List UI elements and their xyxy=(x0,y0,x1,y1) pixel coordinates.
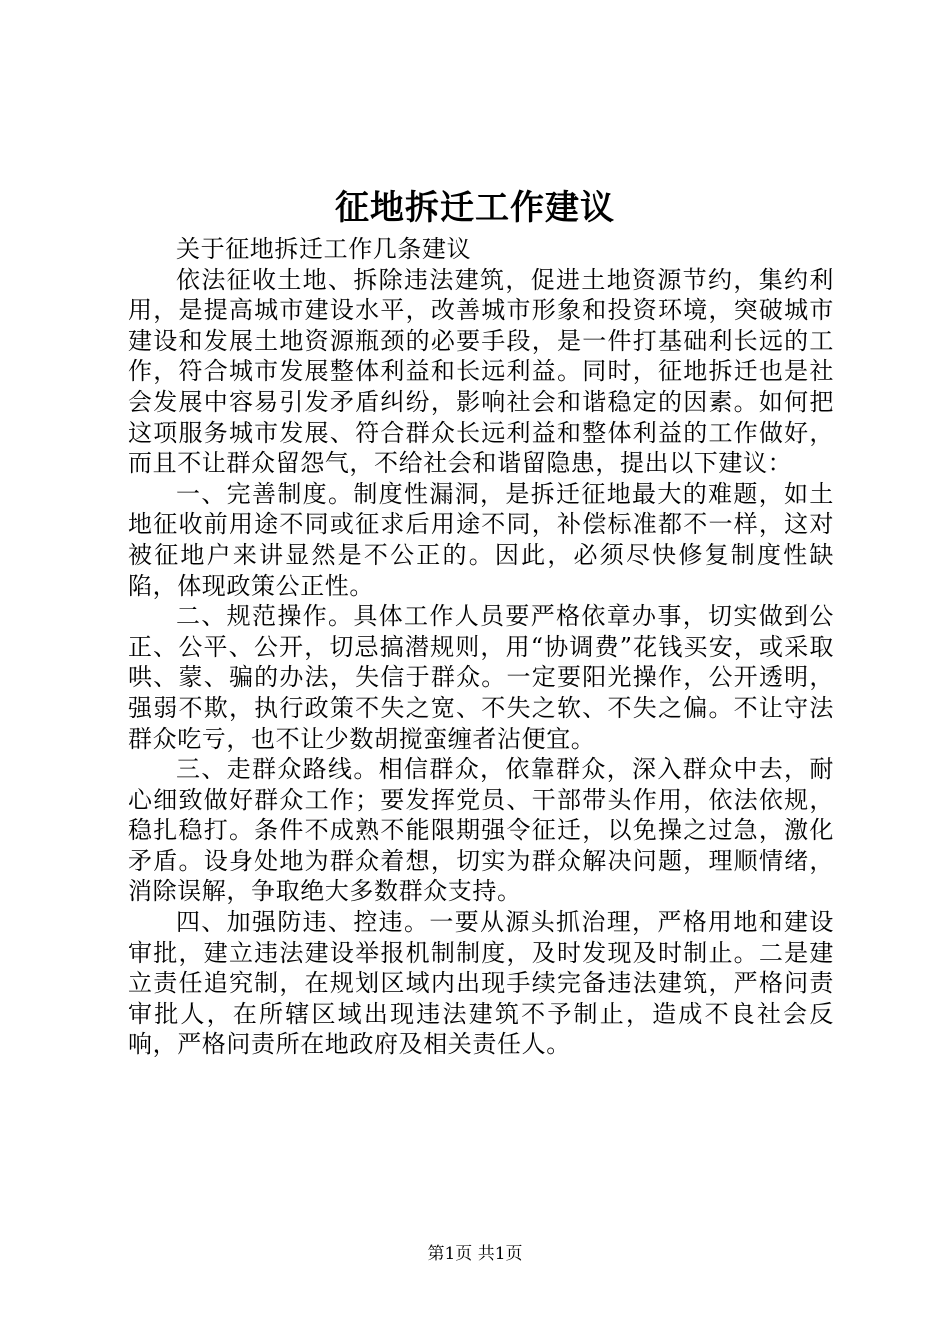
page-number-footer: 第1页 共1页 xyxy=(427,1244,523,1264)
paragraph-point-1: 一、完善制度。制度性漏洞，是拆迁征地最大的难题，如土地征收前用途不同或征求后用途不同，补偿标准都不一样，这对被征地户来讲显然是不公正的。因此，必须尽快修复制度性缺陷，体现政策公正性。 xyxy=(128,479,834,600)
paragraph-intro: 依法征收土地、拆除违法建筑，促进土地资源节约，集约利用，是提高城市建设水平，改善城市形象和投资环境，突破城市建设和发展土地资源瓶颈的必要手段，是一件打基础利长远的工作，符合城市发展整体利益和长远利益。同时，征地拆迁也是社会发展中容易引发矛盾纠纷，影响社会和谐稳定的因素。如何把这项服务城市发展、符合群众长远利益和整体利益的工作做好，而且不让群众留怨气，不给社会和谐留隐患，提出以下建议： xyxy=(128,265,834,478)
paragraph-point-2: 二、规范操作。具体工作人员要严格依章办事，切实做到公正、公平、公开，切忌搞潜规则，用“协调费”花钱买安，或采取哄、蒙、骗的办法，失信于群众。一定要阳光操作，公开透明，强弱不欺，执行政策不失之宽、不失之软、不失之偏。不让守法群众吃亏，也不让少数胡搅蛮缠者沾便宜。 xyxy=(128,602,834,753)
document-title: 征地拆迁工作建议 xyxy=(335,188,615,228)
paragraph-subtitle: 关于征地拆迁工作几条建议 xyxy=(176,235,472,263)
paragraph-point-4: 四、加强防违、控违。一要从源头抓治理，严格用地和建设审批，建立违法建设举报机制制度，及时发现及时制止。二是建立责任追究制，在规划区域内出现手续完备违法建筑，严格问责审批人，在所辖区域出现违法建筑不予制止，造成不良社会反响，严格问责所在地政府及相关责任人。 xyxy=(128,908,834,1059)
paragraph-point-3: 三、走群众路线。相信群众，依靠群众，深入群众中去，耐心细致做好群众工作；要发挥党员、干部带头作用，依法依规，稳扎稳打。条件不成熟不能限期强令征迁，以免操之过急，激化矛盾。设身处地为群众着想，切实为群众解决问题，理顺情绪，消除误解，争取绝大多数群众支持。 xyxy=(128,755,834,906)
document-body xyxy=(128,234,834,1060)
